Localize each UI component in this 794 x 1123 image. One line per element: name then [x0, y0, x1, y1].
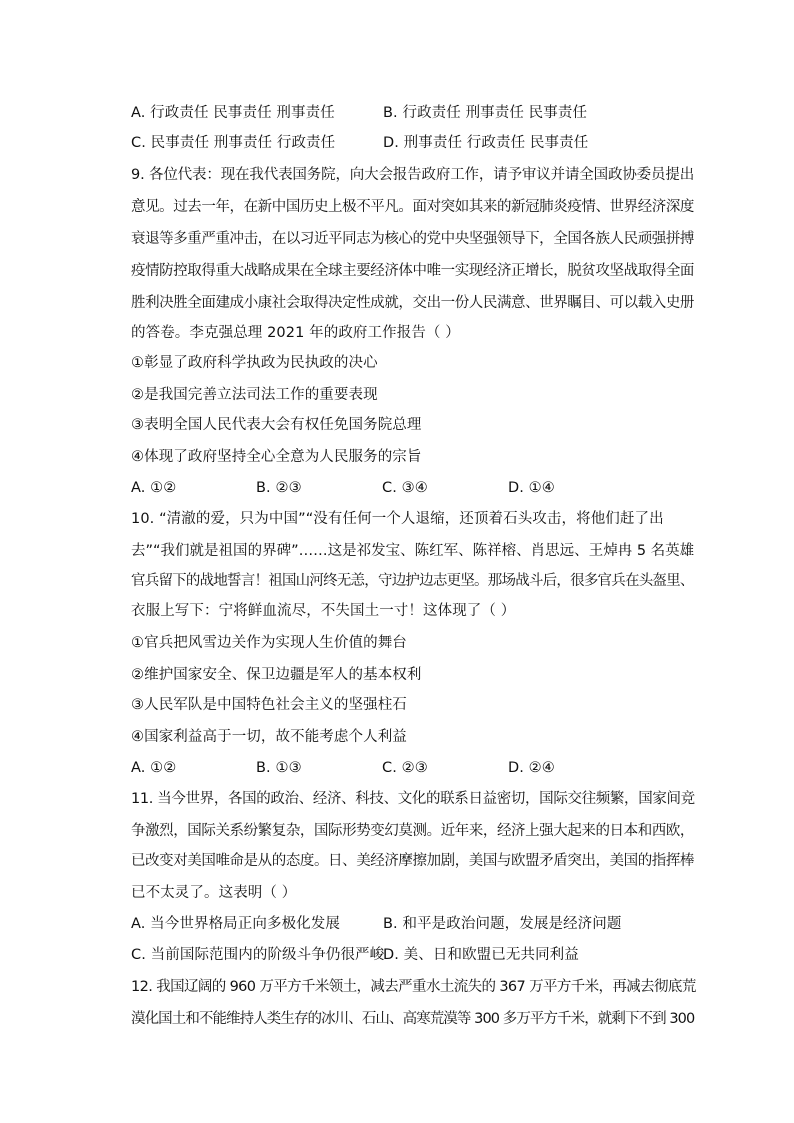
q10-statement: ①官兵把风雪边关作为实现人生价值的舞台 — [131, 635, 407, 651]
q8-option-d[interactable]: D. 刑事责任 行政责任 民事责任 — [383, 135, 589, 151]
q10-statement: ②维护国家安全、保卫边疆是军人的基本权利 — [131, 667, 422, 683]
q10-option-b[interactable]: B. ①③ — [256, 760, 302, 776]
q11-options-row-2 — [131, 945, 579, 965]
q10-stem-line: 官兵留下的战地誓言！祖国山河终无恙，守边护边志更坚。那场战斗后，很多官兵在头盔里、 — [131, 573, 694, 589]
q10-stem-line: 衣服上写下：宁将鲜血流尽，不失国土一寸！这体现了（ ） — [131, 603, 516, 619]
q8-options-row-1 — [131, 103, 588, 123]
q9-option-b[interactable]: B. ②③ — [256, 480, 302, 496]
q10-statement: ③人民军队是中国特色社会主义的坚强柱石 — [131, 697, 407, 713]
q10-option-c[interactable]: C. ②③ — [382, 760, 428, 776]
q11-option-a[interactable]: A. 当今世界格局正向多极化发展 — [131, 916, 340, 932]
q10-option-d[interactable]: D. ②④ — [508, 760, 555, 776]
q11-stem-line: 已不太灵了。这表明（ ） — [131, 885, 297, 901]
q9-option-d[interactable]: D. ①④ — [508, 480, 555, 496]
q9-statement: ④体现了政府坚持全心全意为人民服务的宗旨 — [131, 449, 422, 465]
q8-option-c[interactable]: C. 民事责任 刑事责任 行政责任 — [131, 135, 336, 151]
q11-option-c[interactable]: C. 当前国际范围内的阶级斗争仍很严峻 — [131, 947, 385, 963]
q12-stem-line: 12. 我国辽阔的 960 万平方千米领土，减去严重水土流失的 367 万平方千米，再减去彻底荒 — [131, 979, 696, 995]
q9-statement: ①彰显了政府科学执政为民执政的决心 — [131, 355, 378, 371]
q10-statement: ④国家利益高于一切，故不能考虑个人利益 — [131, 729, 407, 745]
q11-stem-line: 已改变对美国唯命是从的态度。日、美经济摩擦加剧，美国与欧盟矛盾突出，美国的指挥棒 — [131, 853, 694, 869]
q11-stem-line: 争激烈，国际关系纷繁复杂，国际形势变幻莫测。近年来，经济上强大起来的日本和西欧， — [131, 823, 694, 839]
q11-option-b[interactable]: B. 和平是政治问题，发展是经济问题 — [383, 916, 622, 932]
q9-stem-line: 疫情防控取得重大战略成果在全球主要经济体中唯一实现经济正增长，脱贫攻坚战取得全面 — [131, 263, 694, 279]
q9-statement: ②是我国完善立法司法工作的重要表现 — [131, 387, 378, 403]
q9-stem-line: 意见。过去一年，在新中国历史上极不平凡。面对突如其来的新冠肺炎疫情、世界经济深度 — [131, 199, 694, 215]
q10-stem-line: 10. “清澈的爱，只为中国”“没有任何一个人退缩，还顶着石头攻击，将他们赶了出 — [131, 511, 664, 527]
q10-stem-line: 去”“我们就是祖国的界碑”……这是祁发宝、陈红军、陈祥榕、肖思远、王焯冉 5 名英雄 — [131, 543, 695, 559]
q9-statement: ③表明全国人民代表大会有权任免国务院总理 — [131, 417, 422, 433]
q10-option-a[interactable]: A. ①② — [131, 760, 177, 776]
q11-option-d[interactable]: D. 美、日和欧盟已无共同利益 — [383, 947, 579, 963]
q9-option-a[interactable]: A. ①② — [131, 480, 177, 496]
q12-stem-line: 漠化国土和不能维持人类生存的冰川、石山、高寒荒漠等 300 多万平方千米，就剩下不到 300 — [131, 1011, 695, 1027]
q9-stem-line: 胜利决胜全面建成小康社会取得决定性成就，交出一份人民满意、世界瞩目、可以载入史册 — [131, 295, 694, 311]
q9-stem-line: 9. 各位代表：现在我代表国务院，向大会报告政府工作，请予审议并请全国政协委员提出 — [131, 167, 695, 183]
q8-options-row-2 — [131, 133, 589, 153]
q9-stem-line: 衰退等多重严重冲击，在以习近平同志为核心的党中央坚强领导下，全国各族人民顽强拼搏 — [131, 231, 694, 247]
q11-options-row-1 — [131, 914, 622, 934]
q8-option-b[interactable]: B. 行政责任 刑事责任 民事责任 — [383, 105, 588, 121]
q9-stem-line: 的答卷。李克强总理 2021 年的政府工作报告（ ） — [131, 325, 460, 341]
q9-option-c[interactable]: C. ③④ — [382, 480, 428, 496]
q8-option-a[interactable]: A. 行政责任 民事责任 刑事责任 — [131, 105, 335, 121]
q11-stem-line: 11. 当今世界，各国的政治、经济、科技、文化的联系日益密切，国际交往频繁，国家间竞 — [131, 791, 695, 807]
